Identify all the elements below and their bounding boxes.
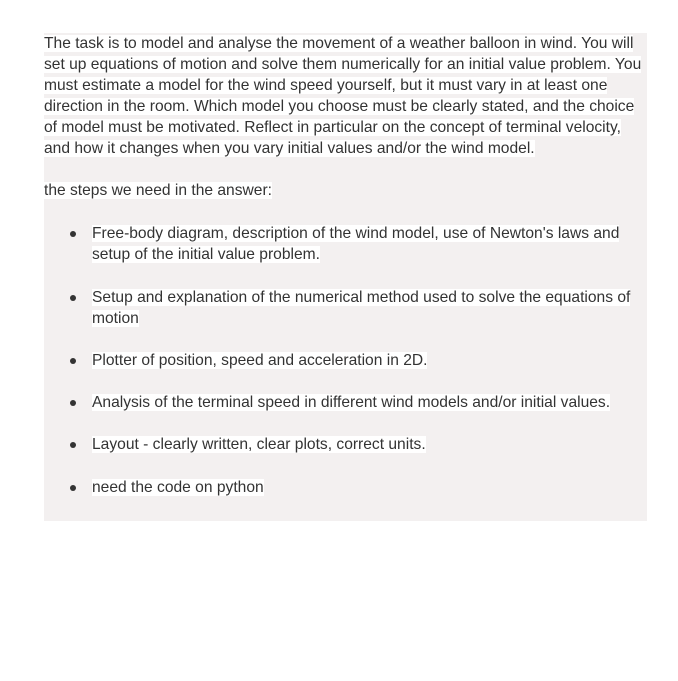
list-item-text: Plotter of position, speed and acceleration in 2D. <box>92 352 428 369</box>
bullet-icon <box>70 358 76 364</box>
list-item-text: Layout - clearly written, clear plots, correct units. <box>92 436 426 453</box>
list-item <box>68 477 648 498</box>
bullet-icon <box>70 485 76 491</box>
list-item <box>68 287 648 329</box>
task-description <box>44 33 644 159</box>
bullet-icon <box>70 400 76 406</box>
bullet-icon <box>70 295 76 301</box>
bullet-icon <box>70 442 76 448</box>
list-item-text: Analysis of the terminal speed in different wind models and/or initial values. <box>92 394 611 411</box>
list-item-text: need the code on python <box>92 479 264 496</box>
list-item-text: Setup and explanation of the numerical method used to solve the equations of motion <box>92 289 631 327</box>
list-item <box>68 223 648 265</box>
list-item-text: Free-body diagram, description of the wind model, use of Newton's laws and setup of the initial value problem. <box>92 225 620 263</box>
list-item <box>68 350 648 371</box>
bullet-icon <box>70 231 76 237</box>
list-item <box>68 434 648 455</box>
steps-intro-text: the steps we need in the answer: <box>44 182 272 199</box>
task-description-text: The task is to model and analyse the movement of a weather balloon in wind. You will set up equations of motion and solve them numerically for an initial value problem. You must estimate a model for the wind speed yourself, but it must vary in at least one direction in the room. Which model you choose must be clearly stated, and the choice of model must be motivated. Reflect in particular on the concept of terminal velocity, and how it changes when you vary initial values and/or the wind model. <box>44 35 642 157</box>
list-item <box>68 392 648 413</box>
steps-intro <box>44 180 272 201</box>
